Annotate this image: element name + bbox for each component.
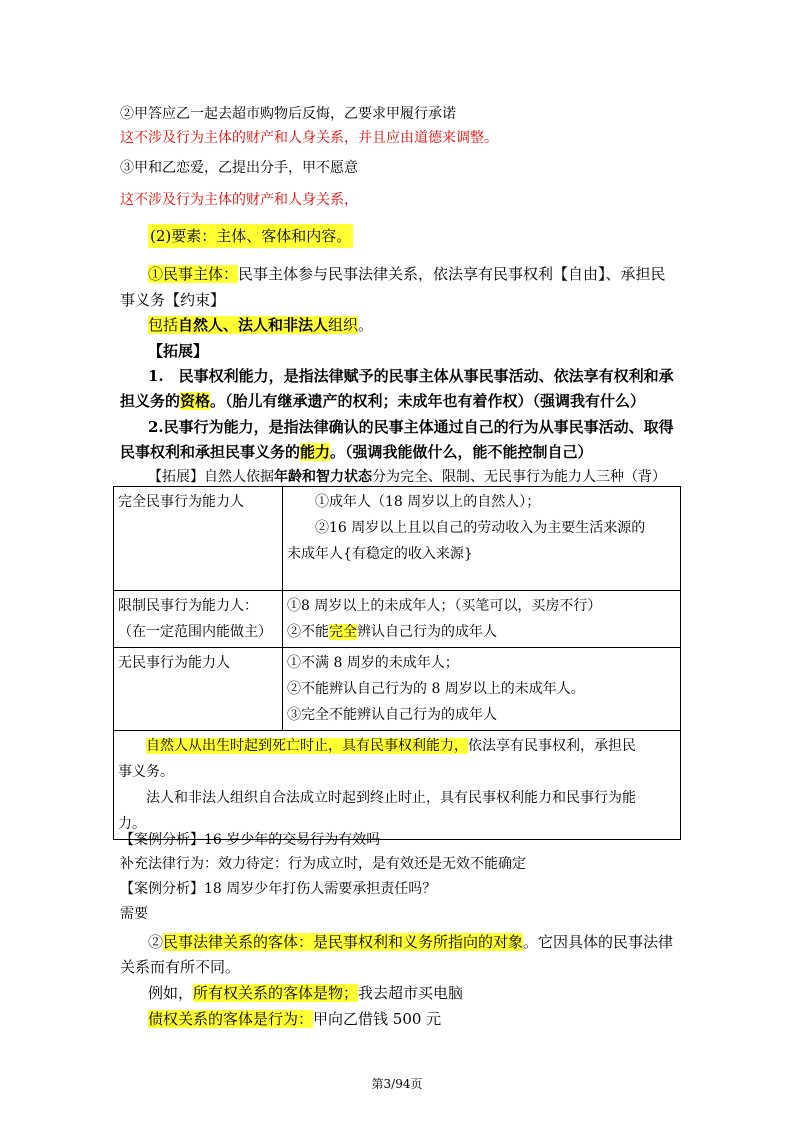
example-2: ②甲答应乙一起去超市购物后反悔，乙要求甲履行承诺	[120, 106, 456, 122]
example-c: 我去超市买电脑	[358, 984, 464, 1002]
table-line: 事义务。	[118, 764, 174, 780]
civil-subject-line-2: 事义务【约束】	[120, 291, 226, 309]
object-tail: 。它因具体的民事法律	[523, 933, 674, 951]
civil-subject-text: 民事主体参与民事法律关系，依法享有民事权利【自由】、承担民	[238, 265, 666, 283]
table-cell-note	[114, 731, 681, 840]
supplement-note: 补充法律行为：效力待定：行为成立时，是有效还是无效不能确定	[120, 856, 526, 872]
page-number: 第3/94页	[371, 1077, 423, 1091]
table-row	[114, 487, 681, 591]
creditor-example	[148, 1009, 441, 1029]
section-elements-text: (2)要素：主体、客体和内容。	[148, 224, 353, 248]
capacity-rights-2a: 担义务的	[120, 392, 181, 410]
civil-subject-line	[148, 264, 666, 284]
civil-subject-label: ①民事主体：	[148, 265, 239, 283]
subject-types-a: 包括	[148, 316, 179, 334]
capacity-conduct-2	[120, 442, 593, 462]
table-line: ③完全不能辨认自己行为的成年人	[287, 707, 497, 723]
example-3-note: 这不涉及行为主体的财产和人身关系，	[120, 192, 358, 208]
capacity-conduct-2a: 民事权利和承担民事义务的	[120, 443, 301, 461]
table-line: （在一定范围内能做主）	[118, 624, 272, 640]
subject-types-b: 自然人、法人和非法人	[178, 316, 329, 334]
capacity-conduct-1: 2.民事行为能力，是指法律确认的民事主体通过自己的行为从事民事活动、取得	[148, 418, 674, 436]
table-cell-body	[283, 487, 681, 591]
capacity-rights-2b: 资格	[180, 392, 211, 410]
table-text-highlight: 完全	[329, 624, 357, 640]
table-row	[114, 648, 681, 731]
table-line: 法人和非法人组织自合法成立时起到终止时止，具有民事权利能力和民事行为能	[146, 790, 636, 806]
table-line: 未成年人{有稳定的收入来源}	[287, 546, 473, 562]
table-cell-body	[283, 648, 681, 731]
object-def: 民事法律关系的客体：是民事权利和义务所指向的对象	[163, 933, 524, 951]
table-line	[287, 619, 676, 645]
subject-types-d: 。	[358, 316, 374, 334]
table-line: ①8 周岁以上的未成年人；（买笔可以，买房不行）	[287, 598, 602, 614]
table-line: ①不满 8 周岁的未成年人；	[287, 655, 459, 671]
expand-heading: 【拓展】	[148, 342, 209, 360]
example-3: ③甲和乙恋爱，乙提出分手，甲不愿意	[120, 160, 358, 176]
table-cell-head: 无民事行为能力人	[114, 648, 283, 731]
expand-np-a: 【拓展】自然人依据	[148, 469, 274, 485]
case-answer: 需要	[120, 906, 148, 922]
ownership-example	[148, 983, 463, 1003]
table-line	[118, 733, 676, 759]
creditor-a: 债权关系的客体是行为：	[148, 1010, 314, 1028]
table-row	[114, 591, 681, 648]
subject-types	[148, 315, 373, 335]
example-b: 所有权关系的客体是物；	[193, 984, 359, 1002]
object-num: ②	[148, 933, 164, 951]
capacity-rights-2c: 。（胎儿有继承遗产的权利；未成年也有着作权）（强调我有什么）	[210, 392, 646, 410]
expand-np-b: 年龄和智力状态	[274, 469, 372, 485]
example-2-note: 这不涉及行为主体的财产和人身关系，并且应由道德来调整。	[120, 130, 498, 146]
table-line: ②不能辨认自己行为的 8 周岁以上的未成年人。	[287, 681, 585, 697]
table-line: ②16 周岁以上且以自己的劳动收入为主要生活来源的	[315, 520, 646, 536]
table-text: ②不能	[287, 624, 329, 640]
expand-natural-person	[148, 467, 666, 487]
case-analysis-2: 【案例分析】18 周岁少年打伤人需要承担责任吗？	[120, 881, 437, 897]
table-cell-head	[114, 591, 283, 648]
table-cell-body	[283, 591, 681, 648]
capacity-rights-2	[120, 391, 645, 411]
table-line: 限制民事行为能力人：	[118, 598, 258, 614]
case-analysis-1: 【案例分析】16 岁少年的交易行为有效吗	[120, 832, 381, 848]
object-line-2: 关系而有所不同。	[120, 958, 241, 976]
table-line: 力。	[118, 816, 146, 832]
expand-np-c: 分为完全、限制、无民事行为能力人三种（背）	[372, 469, 666, 485]
table-text: 依法享有民事权利，承担民	[468, 738, 636, 754]
section-elements	[148, 226, 353, 246]
capacity-conduct-2c: 。（强调我能做什么，能不能控制自己）	[330, 443, 593, 461]
table-row	[114, 731, 681, 840]
table-cell-head: 完全民事行为能力人	[114, 487, 283, 591]
object-line-1	[148, 932, 673, 952]
table-line: ①成年人（18 周岁以上的自然人）；	[315, 494, 541, 510]
table-text-highlight: 自然人从出生时起到死亡时止，具有民事权利能力，	[146, 738, 468, 754]
example-a: 例如，	[148, 984, 194, 1002]
capacity-rights-1: 1. 民事权利能力，是指法律赋予的民事主体从事民事活动、依法享有权利和承	[148, 367, 674, 385]
subject-types-c: 组织	[328, 316, 359, 334]
capacity-table	[113, 486, 681, 840]
creditor-b: 甲向乙借钱 500 元	[313, 1010, 442, 1028]
table-text: 辨认自己行为的成年人	[357, 624, 497, 640]
capacity-conduct-2b: 能力	[300, 443, 331, 461]
